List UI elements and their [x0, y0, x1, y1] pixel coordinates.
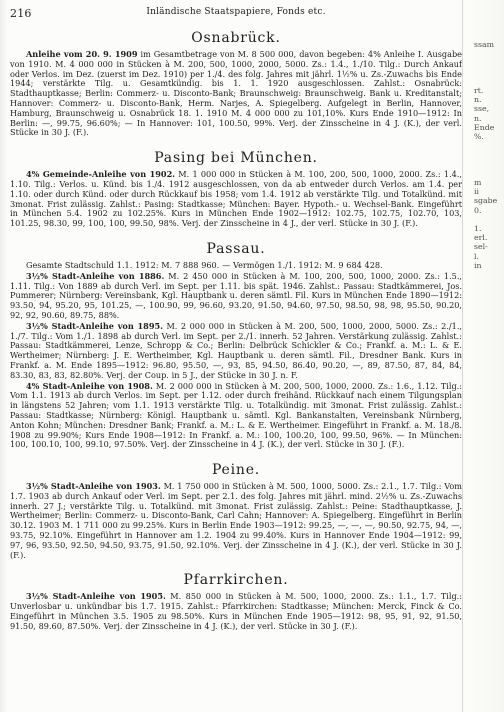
section-entry	[10, 50, 462, 138]
section-title: Passau.	[206, 240, 266, 257]
running-title: Inländische Staatspapiere, Fonds etc.	[146, 7, 326, 17]
section-title: Pfarrkirchen.	[183, 572, 289, 589]
entry-body: M. 2 450 000 in Stücken à M. 100, 200, 500, 1000, 2000. Zs.: 1.5., 1.11. Tilg.: Von 1889 ab durch Verl. im Sept. per 1.11. bis spät. 1946. Zahlst.: Passau: Stadtkämmerei, Jos. Pummerer; Nürnberg: Vereinsbank, Kgl. Hauptbank u. deren sämtl. Fil. Kurs in München Ende 1890—1912: 93.50, 94, 95.20, 95, 101.25, —, 100.90, 99, 96.60, 93.20, 91.50, 94.60, 97.50, 98.50, 98, 98, 95.50, 90.20, 92, 92, 90.60, 89.75, 88%.	[10, 270, 463, 320]
entry-lead: Anleihe vom 20. 9. 1909	[26, 49, 138, 59]
page-content	[10, 22, 462, 632]
section-entry	[10, 261, 462, 271]
bleed-text: ssam rt. n. sse, n. Ende %. m ii sgabe 0. 1. erl. sel- l. in	[474, 40, 498, 270]
section-entry	[10, 482, 462, 560]
page-spine	[462, 0, 463, 712]
section-entry	[10, 170, 462, 229]
entry-body: Gesamte Stadtschuld 1.1. 1912: M. 7 888 960. — Vermögen 1./1. 1912: M. 9 684 428.	[26, 259, 383, 270]
section-peine	[10, 462, 462, 560]
page-number: 216	[10, 7, 32, 20]
section-entry	[10, 592, 462, 631]
entry-lead: 4% Stadt-Anleihe von 1908.	[26, 380, 153, 391]
entry-body: M. 2 000 000 in Stücken à M. 200, 500, 1000, 2000. Zs.: 1.6., 1.12. Tilg.: Vom 1.1. 1913 ab durch Verlos. im Sept. per 1.12. oder durch freihänd. Rückkauf nach einem Tilgungsplan in längstens 52 Jahren; vom 1.1. 1913 verstärkte Tilg. u. Totalkündig. mit 3monat. Frist zulässig. Zahlst.: Passau: Stadtkasse; Nürnberg: Königl. Hauptbank u. sämtl. Kgl. Bankanstalten, Vereinsbank Nürnberg, Anton Kohn; München: Dresdner Bank; Frankf. a. M.: L. & E. Wertheimer. Eingeführt in Frankf. a. M. 18./8. 1908 zu 99.90%; Kurs Ende 1908—1912: In Frankf. a. M.: 100, 100.20, 100, 99.50, 96%. — In München: 100, 100.10, 100, 99.10, 97.50%. Verj. der Zinsscheine in 4 J. (K.), der verl. Stücke in 30 J. (F.).	[10, 380, 462, 450]
section-entry	[10, 272, 462, 321]
section-pfarrkirchen	[10, 572, 462, 631]
entry-lead: 3½% Stadt-Anleihe von 1886.	[26, 270, 165, 281]
section-entry	[10, 382, 462, 451]
entry-body: M. 1 750 000 in Stücken à M. 500, 1000, 5000. Zs.: 2.1., 1.7. Tilg.: Vom 1.7. 1903 ab durch Ankauf oder Verl. im Sept. per 2.1. des folg. Jahres mit jährl. mind. 2½% u. Zs.-Zuwachs innerh. 27 J.; verstärkte Tilg. u. Totalkünd. mit 3monat. Frist zulässig. Zahlst.: Peine: Stadthauptkasse, J. Wertheimer; Berlin: Commerz- u. Disconto-Bank, Carl Cahn; Hannover: A. Spiegelberg. Eingeführt in Berlin 30.12. 1903 M. 1 711 000 zu 99.25%. Kurs in Berlin Ende 1903—1912: 99.25, —, —, —, 90.50, 92.75, 94, —, 93.75, 92.10%. Eingeführt in Hannover am 1.2. 1904 zu 99.40%. Kurs in Hannover Ende 1904—1912: 99, 97, 96, 93.50, 92.50, 94.50, 93.75, 91.50, 92.10%. Verj. der Zinsscheine in 4 J. (K.), der verl. Stücke in 30 J. (F.).	[10, 481, 462, 560]
entry-body: M. 2 000 000 in Stücken à M. 200, 500, 1000, 2000, 5000. Zs.: 2./1., 1./7. Tilg.: Vom 1./1. 1898 ab durch Verl. im Sept. per 2./1. innerh. 52 Jahren. Verstärkung zulässig. Zahlst.: Passau: Stadtkämmerei, Lenze, Schropp & Co.; Berlin: Delbrück Schickler & Co.; Frankf. a. M.: L. & E. Wertheimer; Nürnberg: J. E. Wertheimber, Kgl. Hauptbank u. deren sämtl. Fil., Dresdner Bank. Kurs in Frankf. a. M. Ende 1895—1912: 96.80, 95.50, —, 93, 85, 94.50, 86.40, 90.20, —, 89, 87.50, 87, 84, 84, 83.30, 83, 83, 82.80%. Verj. der Coup. in 5 J., der Stücke in 30 J. n. F.	[10, 320, 462, 380]
entry-lead: 4% Gemeinde-Anleihe von 1902.	[26, 169, 176, 180]
page-shadow	[0, 0, 8, 712]
entry-body: M. 850 000 in Stücken à M. 500, 1000, 2000. Zs.: 1.1., 1.7. Tilg.: Unverlosbar u. unkündbar bis 1.7. 1915. Zahlst.: Pfarrkirchen: Stadtkasse; München: Merck, Finck & Co. Eingeführt in München 3.5. 1905 zu 98.50%. Kurs in München Ende 1905—1912: 98, 95, 91, 92, 91.50, 91.50, 89.60, 87.50%. Verj. der Zinsscheine in 4 J. (K.), der verl. Stücke in 30 J. (F.).	[10, 591, 462, 631]
section-title: Pasing bei München.	[154, 150, 318, 167]
section-title: Peine.	[211, 462, 261, 479]
entry-lead: 3½% Stadt-Anleihe von 1905.	[26, 591, 166, 602]
entry-lead: 3½% Stadt-Anleihe von 1895.	[26, 320, 163, 331]
section-title: Osnabrück.	[191, 30, 281, 46]
entry-lead: 3½% Stadt-Anleihe von 1903.	[26, 481, 161, 492]
section-passau	[10, 241, 462, 450]
section-pasing	[10, 150, 462, 229]
entry-body: im Gesamtbetrage von M. 8 500 000, davon begeben: 4% Anleihe I. Ausgabe von 1910. M. 4 000 000 in Stücken à M. 200, 500, 1000, 2000, 5000. Zs.: 1.4., 1./10. Tilg.: Durch Ankauf oder Verlos. im Dez. (zuerst im Dez. 1910) per 1./4. des folg. Jahres mit jährl. 1½% u. Zs.-Zuwachs bis Ende 1944; verstärkte Tilg. u. Gesamtkündig. bis 1. 1. 1920 ausgeschlossen. Zahlst.: Osnabrück: Stadthauptkasse; Berlin: Commerz- u. Disconto-Bank; Braunschweig: Braunschweig. Bank u. Kreditanstalt; Hannover: Commerz- u. Disconto-Bank, Herm. Narjes, A. Spiegelberg. Aufgelegt in Berlin, Hannover, Hamburg, Braunschweig u. Osnabrück 18. 1. 1910 M. 4 000 000 zu 101,10%. Kurs Ende 1910—1912: In Berlin: —, 99.75, 96.60%; — In Hannover: 101, 100.50, 99%. Verj. der Zinsscheine in 4 J. (K.), der verl. Stücke in 30 J. (F.).	[10, 49, 462, 138]
page-header	[10, 7, 462, 21]
adjacent-page-edge	[462, 0, 504, 712]
section-osnabrueck	[10, 30, 462, 138]
section-entry	[10, 322, 462, 381]
entry-body: M. 1 000 000 in Stücken à M. 100, 200, 500, 1000, 2000. Zs.: 1.4., 1.10. Tilg.: Verlos. u. Künd. bis 1./4. 1912 ausgeschlossen, von da ab entweder durch Verlos. am 1.4. per 1.10. oder durch Künd. oder durch Rückkauf bis 1958; vom 1.4. 1912 ab verstärkte Tilg. und Totalkünd. mit 3monat. Frist zulässig. Zahlst.: Pasing: Stadtkasse; München: Bayer. Hypoth.- u. Wechsel-Bank. Eingeführt in München 5.4. 1902 zu 102.25%. Kurs in München Ende 1902—1912: 102.75, 102.75, 102.70, 103, 101.25, 98.30, 99, 100, 100, 99.50, 98%. Verj. der Zinsscheine in 4 J., der verl. Stücke in 30 J. (F.).	[10, 169, 463, 229]
